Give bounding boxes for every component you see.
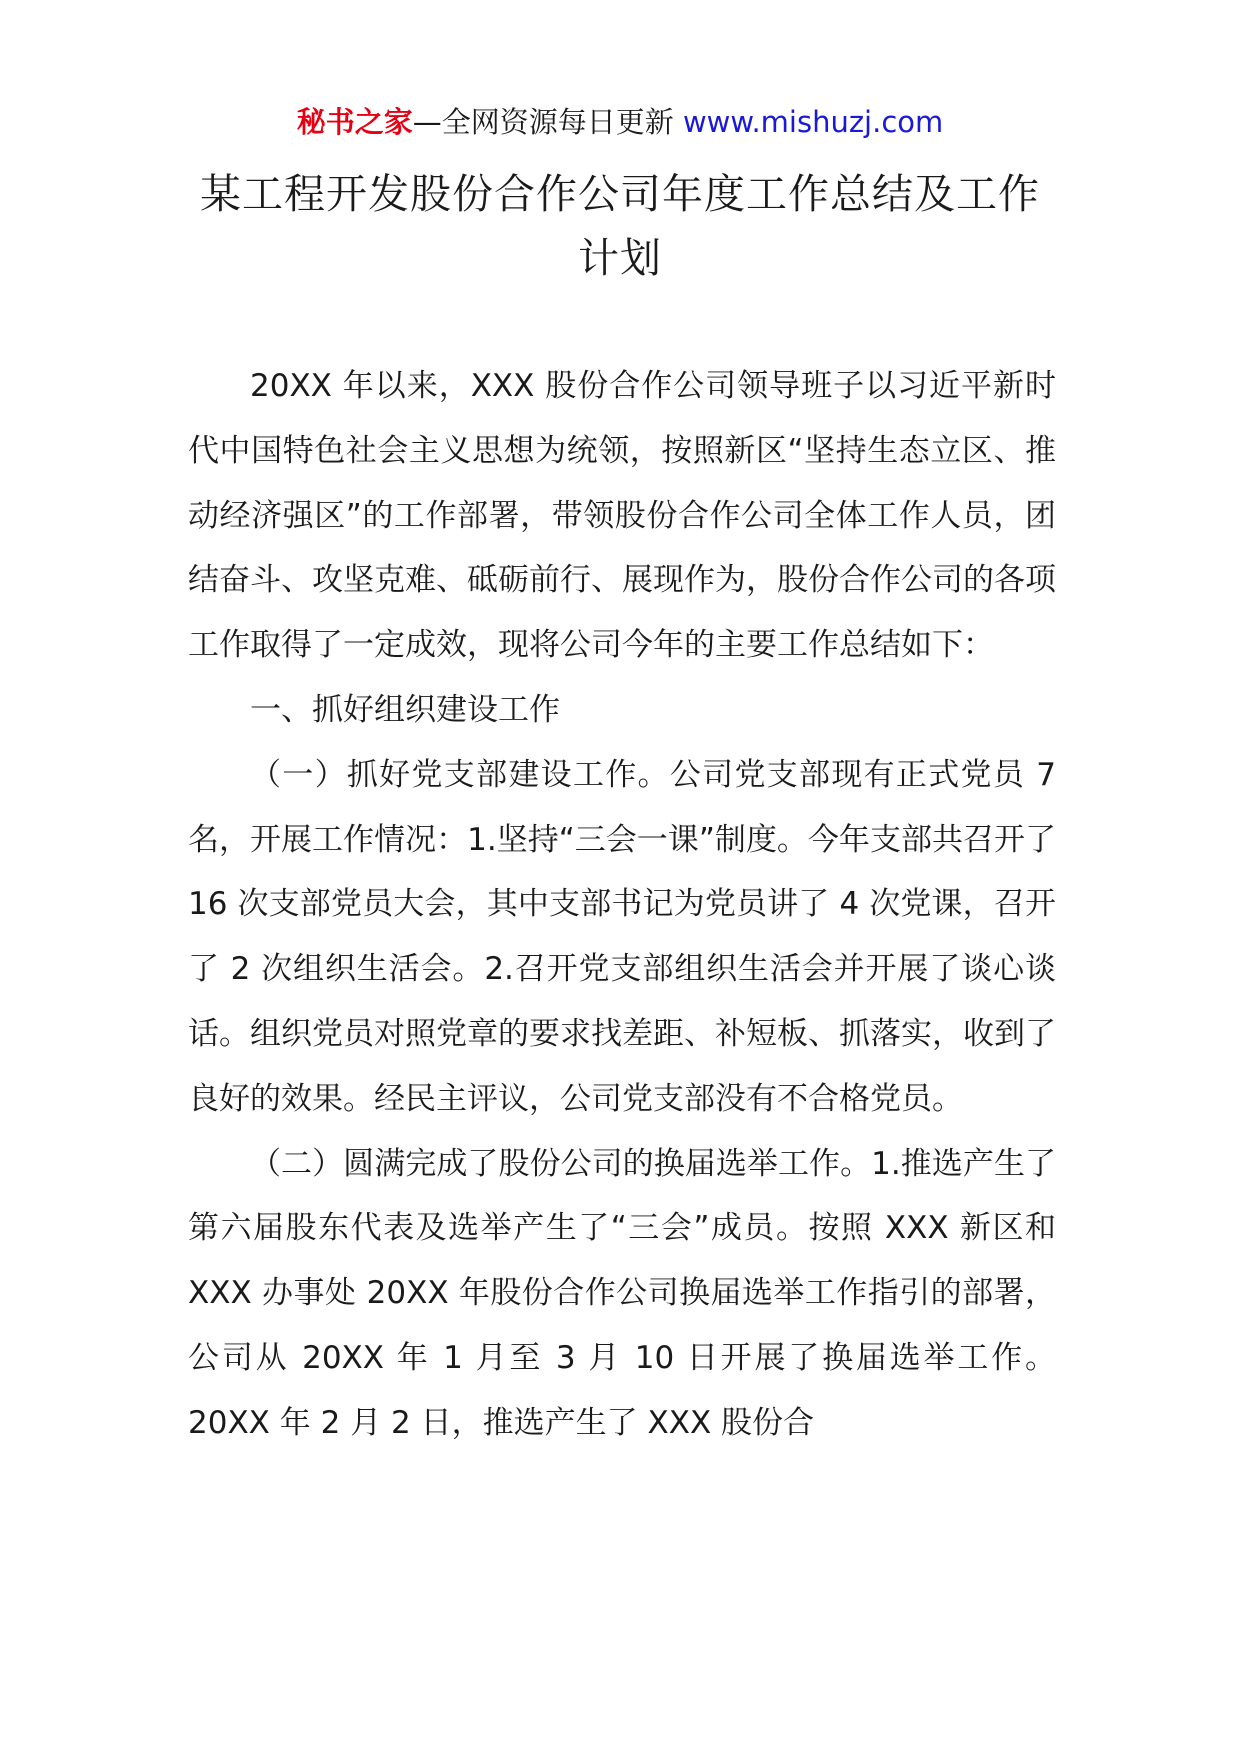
document-body [188, 354, 1056, 1456]
subsection-paragraph-1: （一）抓好党支部建设工作。公司党支部现有正式党员 7 名，开展工作情况：1.坚持“三会一课”制度。今年支部共召开了 16 次支部党员大会，其中支部书记为党员讲了 4 次党课，召开了 2 次组织生活会。2.召开党支部组织生活会并开展了谈心谈话。组织党员对照党章的要求找差距、补短板、抓落实，收到了良好的效果。经民主评议，公司党支部没有不合格党员。 [188, 756, 1056, 1117]
document-title: 某工程开发股份合作公司年度工作总结及工作计划 [200, 170, 1040, 282]
section-heading-1: 一、抓好组织建设工作 [250, 691, 560, 728]
header-banner [0, 100, 1240, 144]
subsection-paragraph-2: （二）圆满完成了股份公司的换届选举工作。1.推选产生了第六届股东代表及选举产生了“三会”成员。按照 XXX 新区和 XXX 办事处 20XX 年股份合作公司换届选举工作指引的部署，公司从 20XX 年 1 月至 3 月 10 日开展了换届选举工作。20XX 年 2 月 2 日，推选产生了 XXX 股份合 [188, 1145, 1056, 1441]
header-tagline: —全网资源每日更新 [412, 105, 683, 139]
intro-paragraph: 20XX 年以来，XXX 股份合作公司领导班子以习近平新时代中国特色社会主义思想为统领，按照新区“坚持生态立区、推动经济强区”的工作部署，带领股份合作公司全体工作人员，团结奋斗、攻坚克难、砥砺前行、展现作为，股份合作公司的各项工作取得了一定成效，现将公司今年的主要工作总结如下： [188, 368, 1056, 664]
site-url-link[interactable]: www.mishuzj.com [682, 105, 944, 139]
brand-name: 秘书之家 [296, 105, 413, 139]
